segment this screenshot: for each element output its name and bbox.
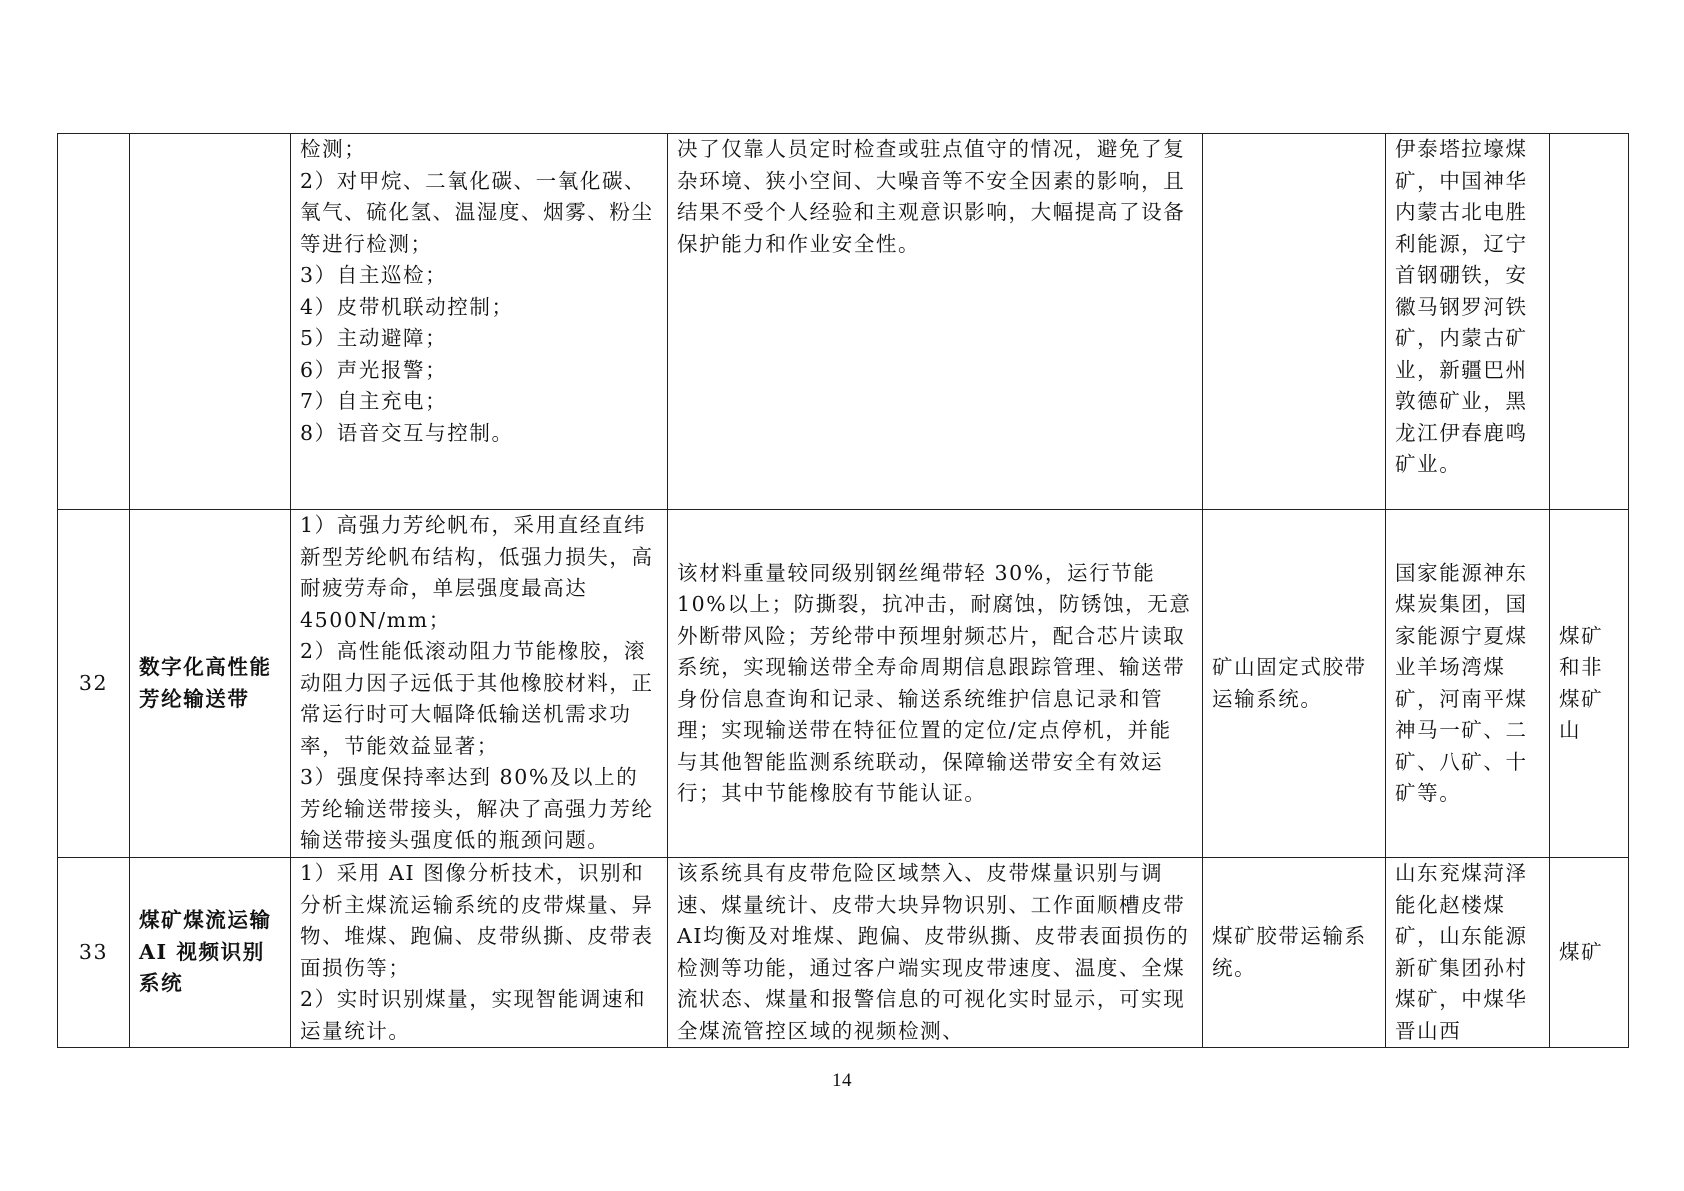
category-cell bbox=[1550, 134, 1629, 510]
table-row bbox=[58, 134, 1629, 510]
row-number-cell: 33 bbox=[58, 858, 130, 1048]
benefits-cell: 该材料重量较同级别钢丝绳带轻 30%，运行节能 10%以上；防撕裂，抗冲击，耐腐蚀，防锈蚀，无意外断带风险；芳纶带中预埋射频芯片，配合芯片读取系统，实现输送带全寿命周期信息跟踪管理、输送带身份信息查询和记录、输送系统维护信息记录和管理；实现输送带在特征位置的定位/定点停机，并能与其他智能监测系统联动，保障输送带安全有效运行；其中节能橡胶有节能认证。 bbox=[668, 510, 1203, 858]
row-number-cell: 32 bbox=[58, 510, 130, 858]
category-cell: 煤矿和非煤矿山 bbox=[1550, 510, 1629, 858]
equipment-name-cell: 煤矿煤流运输 AI 视频识别系统 bbox=[130, 858, 291, 1048]
scope-cell bbox=[1203, 134, 1386, 510]
equipment-name-cell: 数字化高性能芳纶输送带 bbox=[130, 510, 291, 858]
cases-cell: 伊泰塔拉壕煤矿，中国神华内蒙古北电胜利能源，辽宁首钢硼铁，安徽马钢罗河铁矿，内蒙古矿业，新疆巴州敦德矿业，黑龙江伊春鹿鸣矿业。 bbox=[1386, 134, 1550, 510]
equipment-table bbox=[57, 133, 1629, 1048]
cases-cell: 国家能源神东煤炭集团，国家能源宁夏煤业羊场湾煤矿，河南平煤神马一矿、二矿、八矿、十矿等。 bbox=[1386, 510, 1550, 858]
scope-cell: 煤矿胶带运输系统。 bbox=[1203, 858, 1386, 1048]
benefits-cell: 该系统具有皮带危险区域禁入、皮带煤量识别与调速、煤量统计、皮带大块异物识别、工作面顺槽皮带AI均衡及对堆煤、跑偏、皮带纵撕、皮带表面损伤的检测等功能，通过客户端实现皮带速度、温度、全煤流状态、煤量和报警信息的可视化实时显示，可实现全煤流管控区域的视频检测、 bbox=[668, 858, 1203, 1048]
features-cell: 1）高强力芳纶帆布，采用直经直纬新型芳纶帆布结构，低强力损失，高耐疲劳寿命，单层强度最高达 4500N/mm； 2）高性能低滚动阻力节能橡胶，滚动阻力因子远低于其他橡胶材料，正常运行时可大幅降低输送机需求功率，节能效益显著； 3）强度保持率达到 80%及以上的芳纶输送带接头，解决了高强力芳纶输送带接头强度低的瓶颈问题。 bbox=[291, 510, 668, 858]
benefits-cell: 决了仅靠人员定时检查或驻点值守的情况，避免了复杂环境、狭小空间、大噪音等不安全因素的影响，且结果不受个人经验和主观意识影响，大幅提高了设备保护能力和作业安全性。 bbox=[668, 134, 1203, 510]
features-cell: 检测； 2）对甲烷、二氧化碳、一氧化碳、氧气、硫化氢、温湿度、烟雾、粉尘等进行检测； 3）自主巡检； 4）皮带机联动控制； 5）主动避障； 6）声光报警； 7）自主充电； 8）语音交互与控制。 bbox=[291, 134, 668, 510]
page-number: 14 bbox=[832, 1070, 852, 1091]
cases-cell: 山东兖煤菏泽能化赵楼煤矿，山东能源新矿集团孙村煤矿，中煤华晋山西 bbox=[1386, 858, 1550, 1048]
category-cell: 煤矿 bbox=[1550, 858, 1629, 1048]
row-number-cell bbox=[58, 134, 130, 510]
equipment-name-cell bbox=[130, 134, 291, 510]
features-cell: 1）采用 AI 图像分析技术，识别和分析主煤流运输系统的皮带煤量、异物、堆煤、跑偏、皮带纵撕、皮带表面损伤等； 2）实时识别煤量，实现智能调速和运量统计。 bbox=[291, 858, 668, 1048]
table-row bbox=[58, 858, 1629, 1048]
table-row bbox=[58, 510, 1629, 858]
scope-cell: 矿山固定式胶带运输系统。 bbox=[1203, 510, 1386, 858]
